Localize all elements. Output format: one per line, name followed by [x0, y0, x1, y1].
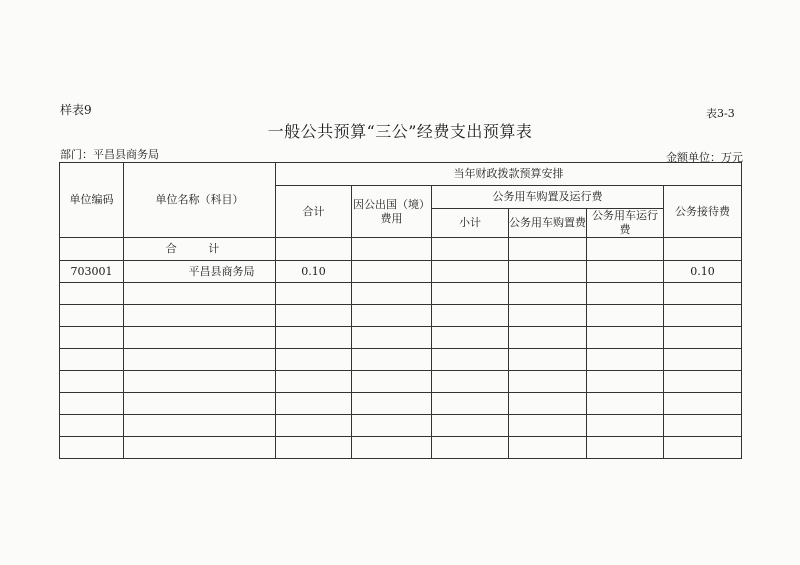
empty-row	[60, 283, 742, 305]
table-cell	[432, 238, 509, 261]
header-vehicle-purchase: 公务用车购置费	[509, 209, 587, 238]
header-abroad: 因公出国（境）费用	[352, 186, 432, 238]
table-cell	[587, 238, 664, 261]
table-cell	[276, 238, 352, 261]
row-operation	[587, 261, 664, 283]
empty-row	[60, 327, 742, 349]
total-label-text: 合 计	[165, 242, 234, 255]
total-label	[124, 238, 276, 261]
page-title: 一般公共预算“三公”经费支出预算表	[267, 122, 533, 141]
table-row	[60, 261, 742, 283]
header-unit-name: 单位名称（科目）	[124, 163, 276, 238]
table-cell	[352, 238, 432, 261]
sample-label: 样表9	[60, 103, 92, 117]
table-number: 表3-3	[706, 107, 735, 120]
header-vehicle: 公务用车购置及运行费	[432, 186, 664, 209]
table-cell	[509, 238, 587, 261]
row-total: 0.10	[276, 261, 352, 283]
row-subtotal	[432, 261, 509, 283]
amount-unit-label: 金额单位：万元	[666, 151, 743, 164]
row-name: 平昌县商务局	[124, 261, 276, 283]
empty-row	[60, 371, 742, 393]
empty-row	[60, 349, 742, 371]
total-row	[60, 238, 742, 261]
row-code: 703001	[60, 261, 124, 283]
row-purchase	[509, 261, 587, 283]
department-label: 部门：平昌县商务局	[60, 148, 159, 161]
header-row-1	[60, 163, 742, 186]
total-code-cell	[60, 238, 124, 261]
header-vehicle-operation: 公务用车运行费	[587, 209, 664, 238]
header-subtotal: 小计	[432, 209, 509, 238]
header-arrangement: 当年财政拨款预算安排	[276, 163, 742, 186]
empty-row	[60, 437, 742, 459]
row-reception: 0.10	[664, 261, 742, 283]
header-total: 合计	[276, 186, 352, 238]
row-abroad	[352, 261, 432, 283]
header-unit-code: 单位编码	[60, 163, 124, 238]
empty-row	[60, 305, 742, 327]
table-cell	[664, 238, 742, 261]
header-reception: 公务接待费	[664, 186, 742, 238]
budget-table	[59, 162, 742, 459]
empty-row	[60, 415, 742, 437]
empty-row	[60, 393, 742, 415]
